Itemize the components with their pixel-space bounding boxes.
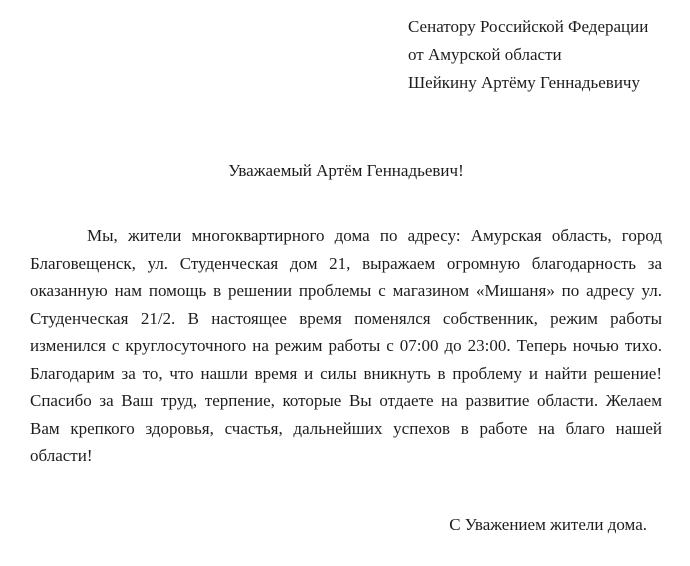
body-line: Благодарим за то, что нашли время и силы вникнуть в проблему и найти решение! xyxy=(30,363,662,383)
letter-body xyxy=(0,222,690,470)
recipient-block xyxy=(0,0,690,97)
recipient-line-2: от Амурской области xyxy=(408,45,562,64)
salutation: Уважаемый Артём Геннадьевич! xyxy=(228,161,464,180)
body-line: Студенческая 21/2. В настоящее время поменялся собственник, режим работы xyxy=(30,308,662,328)
body-line: Мы, жители многоквартирного дома по адресу: Амурская область, город xyxy=(87,226,662,245)
body-line: Вам крепкого здоровья, счастья, дальнейших успехов в работе на благо нашей xyxy=(30,418,662,438)
body-line: оказанную нам помощь в решении проблемы с магазином «Мишаня» по адресу ул. xyxy=(30,281,662,300)
recipient-line-3: Шейкину Артёму Геннадьевичу xyxy=(408,73,640,92)
body-line: изменился с круглосуточного на режим работы с 07:00 до 23:00. Теперь ночью тихо. xyxy=(30,336,662,355)
body-line: Благовещенск, ул. Студенческая дом 21, выражаем огромную благодарность за xyxy=(30,253,662,273)
signature-line: С Уважением жители дома. xyxy=(449,514,647,534)
body-line: Спасибо за Ваш труд, терпение, которые Вы отдаете на развитие области. Желаем xyxy=(30,391,662,410)
recipient-line-1: Сенатору Российской Федерации xyxy=(408,17,649,36)
body-line: области! xyxy=(30,446,93,465)
